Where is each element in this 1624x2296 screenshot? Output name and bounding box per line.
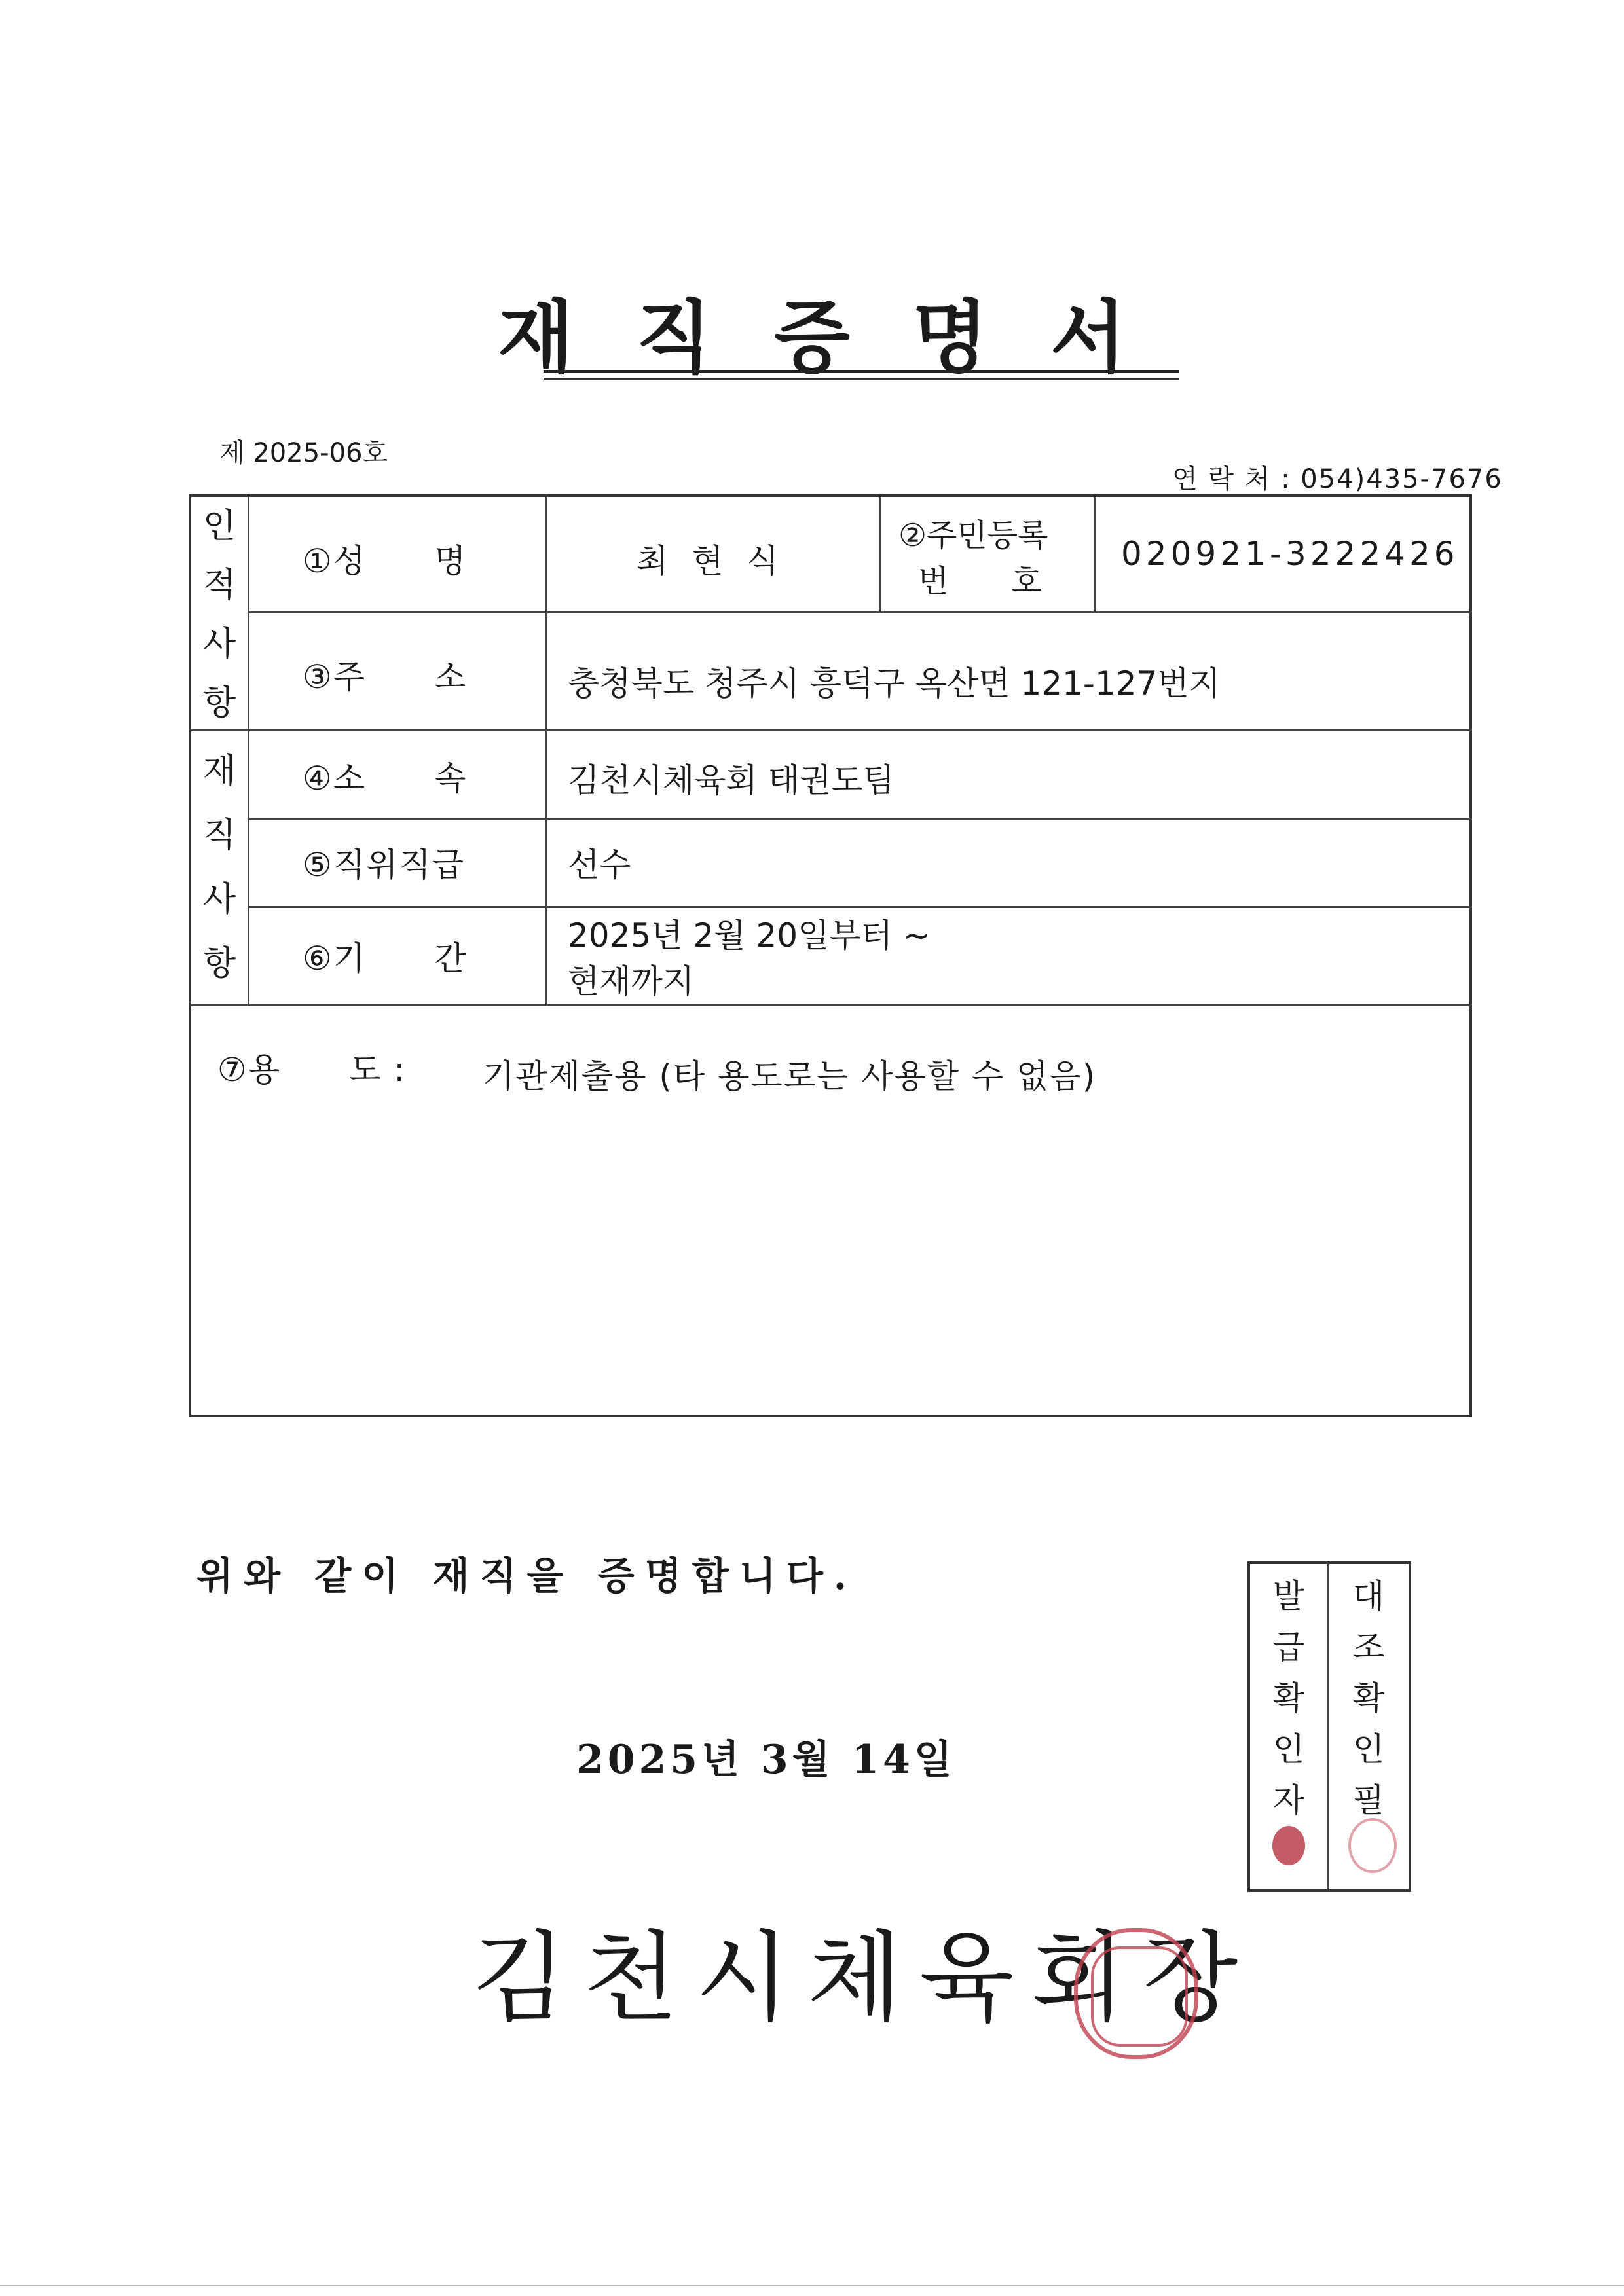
rrn-label-left-divider (879, 497, 881, 611)
verification-stamp (1348, 1818, 1397, 1873)
title-underline (544, 370, 1179, 373)
issue-date: 2025년 3월 14일 (576, 1737, 956, 1783)
position-value: 선수 (568, 846, 631, 884)
affiliation-value: 김천시체육회 태권도팀 (568, 761, 895, 799)
document-number: 제 2025-06호 (219, 438, 388, 468)
issuer-confirm-stamp (1272, 1826, 1305, 1865)
address-label: ③주 소 (303, 658, 468, 696)
purpose-value: 기관제출용 (타 용도로는 사용할 수 없음) (483, 1057, 1097, 1095)
period-value-line1: 2025년 2월 20일부터 ~ (568, 917, 931, 955)
name-value: 최 현 식 (637, 542, 785, 580)
issuer-name: 김천시체육회장 (471, 1922, 1255, 2035)
row-divider (248, 906, 1472, 908)
rrn-label-right-divider (1094, 497, 1096, 611)
rrn-label-line1: ②주민등록 (898, 517, 1048, 554)
purpose-label: ⑦용 도 : (217, 1051, 407, 1089)
section-personal-label: 인적사항 (202, 507, 236, 723)
issuer-confirm-label: 발급확인자 (1272, 1577, 1305, 1819)
info-table (189, 494, 1472, 1417)
official-seal-inner-ring (1091, 1946, 1188, 2047)
contact-number: 연 락 처 : 054)435-7676 (1172, 464, 1503, 494)
label-column-divider (545, 497, 547, 1004)
address-value: 충청북도 청주시 흥덕구 옥산면 121-127번지 (568, 665, 1221, 702)
position-label: ⑤직위직급 (303, 846, 466, 884)
certification-statement: 위와 같이 재직을 증명합니다. (196, 1554, 858, 1598)
rrn-label-line2: 번 호 (918, 563, 1042, 600)
confirm-divider (1327, 1564, 1329, 1889)
row-divider (248, 611, 1472, 613)
rrn-value: 020921-3222426 (1121, 535, 1459, 573)
period-value-line2: 현재까지 (568, 962, 695, 1000)
affiliation-label: ④소 속 (303, 759, 468, 797)
section-divider (191, 1004, 1472, 1006)
section-employment-label: 재직사항 (202, 752, 236, 983)
title-underline-second (544, 378, 1179, 380)
row-divider (248, 818, 1472, 820)
confirmation-box (1247, 1561, 1411, 1892)
name-label: ①성 명 (303, 542, 468, 580)
period-label: ⑥기 간 (303, 939, 468, 977)
verification-label: 대조확인필 (1352, 1577, 1385, 1819)
official-seal (1074, 1928, 1198, 2059)
page-bottom-rule (0, 2285, 1624, 2286)
section-divider (191, 729, 1472, 731)
document-title: 재직증명서 (498, 291, 1189, 384)
side-column-divider (248, 497, 249, 1004)
